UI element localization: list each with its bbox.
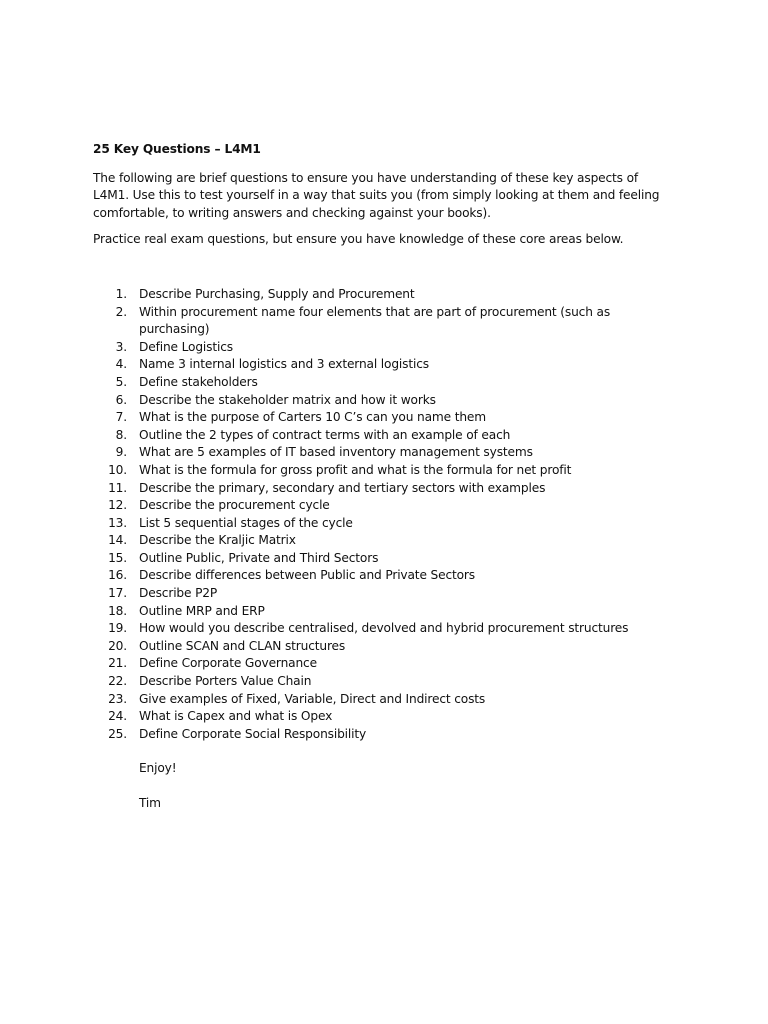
question-number-cell bbox=[93, 304, 139, 339]
question-number-cell bbox=[93, 638, 139, 656]
question-number-cell bbox=[93, 356, 139, 374]
question-item bbox=[93, 304, 673, 339]
question-number: 2. bbox=[115, 304, 127, 319]
closing-text: Enjoy! bbox=[139, 761, 177, 776]
question-item bbox=[93, 497, 673, 515]
question-item bbox=[93, 392, 673, 410]
question-number: 25. bbox=[108, 726, 127, 741]
question-number-cell bbox=[93, 708, 139, 726]
question-text: Describe the stakeholder matrix and how it works bbox=[139, 392, 436, 407]
question-number: 20. bbox=[108, 638, 127, 653]
question-item bbox=[93, 603, 673, 621]
question-number: 5. bbox=[115, 374, 127, 389]
question-text: Outline Public, Private and Third Sectors bbox=[139, 550, 379, 565]
question-item bbox=[93, 726, 673, 744]
question-text: Outline MRP and ERP bbox=[139, 603, 265, 618]
question-number-cell bbox=[93, 603, 139, 621]
question-number: 12. bbox=[108, 498, 127, 513]
question-item bbox=[93, 356, 673, 374]
question-item bbox=[93, 567, 673, 585]
question-number-cell bbox=[93, 374, 139, 392]
question-text: Define stakeholders bbox=[139, 374, 258, 389]
question-text: Outline the 2 types of contract terms with an example of each bbox=[139, 427, 511, 442]
question-text: Describe the primary, secondary and tertiary sectors with examples bbox=[139, 480, 546, 495]
question-number: 11. bbox=[108, 480, 127, 495]
question-item bbox=[93, 550, 673, 568]
question-list bbox=[93, 286, 673, 743]
question-item bbox=[93, 286, 673, 304]
question-number: 10. bbox=[108, 462, 127, 477]
question-number-cell bbox=[93, 462, 139, 480]
question-number-cell bbox=[93, 620, 139, 638]
question-item bbox=[93, 673, 673, 691]
question-number-cell bbox=[93, 726, 139, 744]
question-number-cell bbox=[93, 409, 139, 427]
question-text: Give examples of Fixed, Variable, Direct and Indirect costs bbox=[139, 691, 486, 706]
question-text: What are 5 examples of IT based inventory management systems bbox=[139, 445, 533, 460]
question-number: 14. bbox=[108, 533, 127, 548]
question-item bbox=[93, 638, 673, 656]
question-item bbox=[93, 427, 673, 445]
question-number: 8. bbox=[115, 427, 127, 442]
question-text: Define Corporate Governance bbox=[139, 656, 317, 671]
question-number: 19. bbox=[108, 621, 127, 636]
question-number-cell bbox=[93, 532, 139, 550]
question-number-cell bbox=[93, 286, 139, 304]
question-number-cell bbox=[93, 427, 139, 445]
question-number: 13. bbox=[108, 515, 127, 530]
question-text: Within procurement name four elements that are part of procurement (such as purchasing) bbox=[139, 304, 611, 337]
practice-paragraph: Practice real exam questions, but ensure you have knowledge of these core areas below. bbox=[93, 232, 624, 247]
question-number: 9. bbox=[115, 445, 127, 460]
question-item bbox=[93, 409, 673, 427]
question-number-cell bbox=[93, 673, 139, 691]
question-item bbox=[93, 708, 673, 726]
question-text: Outline SCAN and CLAN structures bbox=[139, 638, 346, 653]
question-number: 6. bbox=[115, 392, 127, 407]
question-number: 18. bbox=[108, 603, 127, 618]
question-item bbox=[93, 532, 673, 550]
question-text: What is the formula for gross profit and what is the formula for net profit bbox=[139, 462, 572, 477]
document-title: 25 Key Questions – L4M1 bbox=[93, 142, 261, 156]
document-page bbox=[93, 141, 673, 830]
question-text: Define Logistics bbox=[139, 339, 233, 354]
question-number: 4. bbox=[115, 357, 127, 372]
question-number-cell bbox=[93, 655, 139, 673]
question-text: Describe the Kraljic Matrix bbox=[139, 533, 296, 548]
question-number: 22. bbox=[108, 674, 127, 689]
question-number-cell bbox=[93, 480, 139, 498]
question-text: List 5 sequential stages of the cycle bbox=[139, 515, 353, 530]
question-number-cell bbox=[93, 567, 139, 585]
question-number-cell bbox=[93, 550, 139, 568]
question-text: What is Capex and what is Opex bbox=[139, 709, 333, 724]
question-number: 24. bbox=[108, 709, 127, 724]
question-text: What is the purpose of Carters 10 C’s can you name them bbox=[139, 410, 486, 425]
question-number: 23. bbox=[108, 691, 127, 706]
question-number: 21. bbox=[108, 656, 127, 671]
question-text: Define Corporate Social Responsibility bbox=[139, 726, 367, 741]
question-number-cell bbox=[93, 515, 139, 533]
question-item bbox=[93, 691, 673, 709]
question-number: 1. bbox=[115, 286, 127, 301]
question-number: 16. bbox=[108, 568, 127, 583]
question-text: Name 3 internal logistics and 3 external logistics bbox=[139, 357, 429, 372]
question-number: 7. bbox=[115, 410, 127, 425]
question-number-cell bbox=[93, 444, 139, 462]
question-number-cell bbox=[93, 691, 139, 709]
question-item bbox=[93, 374, 673, 392]
question-item bbox=[93, 444, 673, 462]
question-number: 17. bbox=[108, 586, 127, 601]
question-item bbox=[93, 620, 673, 638]
closing-block bbox=[139, 760, 673, 812]
question-number: 15. bbox=[108, 550, 127, 565]
question-number-cell bbox=[93, 585, 139, 603]
question-item bbox=[93, 462, 673, 480]
question-item bbox=[93, 585, 673, 603]
question-number-cell bbox=[93, 497, 139, 515]
intro-paragraph: The following are brief questions to ensure you have understanding of these key aspects of L4M1. Use this to test yourself in a way that suits you (from simply looking at them and feeling comfortable, to writing answers and checking against your books). bbox=[93, 170, 660, 220]
question-item bbox=[93, 515, 673, 533]
question-text: Describe differences between Public and Private Sectors bbox=[139, 568, 475, 583]
question-text: Describe Porters Value Chain bbox=[139, 674, 312, 689]
signature: Tim bbox=[139, 796, 161, 810]
question-item bbox=[93, 480, 673, 498]
question-number-cell bbox=[93, 339, 139, 357]
question-item bbox=[93, 655, 673, 673]
question-text: Describe P2P bbox=[139, 586, 218, 601]
question-number-cell bbox=[93, 392, 139, 410]
question-item bbox=[93, 339, 673, 357]
question-text: Describe the procurement cycle bbox=[139, 498, 330, 513]
question-number: 3. bbox=[115, 339, 127, 354]
question-text: How would you describe centralised, devolved and hybrid procurement structures bbox=[139, 621, 629, 636]
question-text: Describe Purchasing, Supply and Procurement bbox=[139, 286, 415, 301]
